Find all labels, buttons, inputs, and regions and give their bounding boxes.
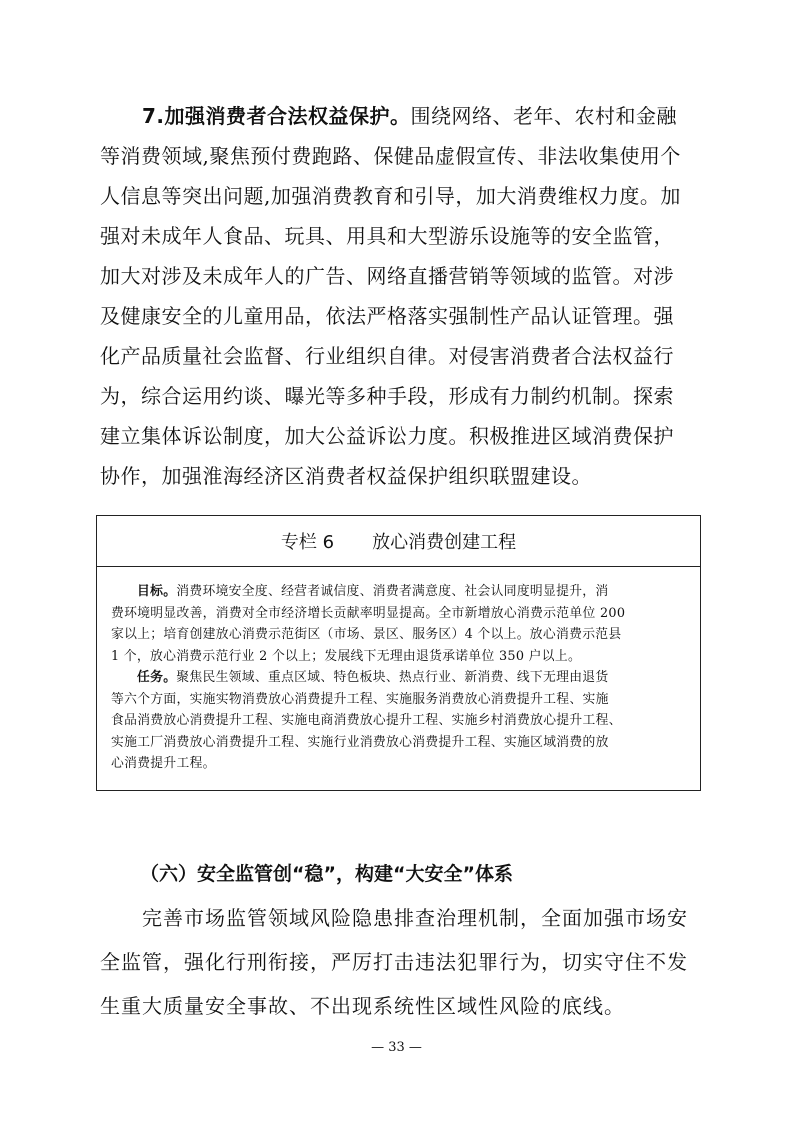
- section-6-heading: （六）安全监管创“稳”，构建“大安全”体系: [140, 863, 513, 885]
- paragraph-text: 围绕网络、老年、农村和金融: [410, 104, 678, 128]
- paragraph-line: 人信息等突出问题,加强消费教育和引导，加大消费维权力度。加: [100, 184, 681, 208]
- column-title: 放心消费创建工程: [372, 532, 517, 553]
- paragraph-line: 全监管，强化行刑衔接，严厉打击违法犯罪行为，切实守住不发: [100, 950, 688, 974]
- goal-text: 消费环境安全度、经营者诚信度、消费者满意度、社会认同度明显提升，消: [176, 584, 609, 599]
- paragraph-line: 为，综合运用约谈、曝光等多种手段，形成有力制约机制。探索: [100, 384, 674, 408]
- task-line: 食品消费放心消费提升工程、实施电商消费放心提升工程、实施乡村消费放心提升工程、: [111, 713, 622, 728]
- paragraph-line: 生重大质量安全事故、不出现系统性区域性风险的底线。: [100, 994, 625, 1018]
- section-6: [100, 852, 700, 1028]
- paragraph-line: 等消费领域,聚焦预付费跑路、保健品虚假宣传、非法收集使用个: [100, 144, 681, 168]
- task-line: [111, 667, 686, 689]
- task-line: 心消费提升工程。: [111, 756, 216, 771]
- goal-label: 目标。: [137, 584, 177, 599]
- paragraph-line: 及健康安全的儿童用品，依法严格落实强制性产品认证管理。强: [100, 304, 674, 328]
- paragraph-line: 协作，加强淮海经济区消费者权益保护组织联盟建设。: [100, 464, 592, 488]
- paragraph-line: [100, 96, 700, 136]
- paragraph-line: 完善市场监管领域风险隐患排查治理机制，全面加强市场安: [142, 906, 688, 930]
- task-label: 任务。: [137, 670, 177, 685]
- task-line: 等六个方面，实施实物消费放心消费提升工程、实施服务消费放心消费提升工程、实施: [111, 691, 609, 707]
- task-line: 实施工厂消费放心消费提升工程、实施行业消费放心消费提升工程、实施区域消费的放: [111, 734, 609, 750]
- paragraph-line: 化产品质量社会监督、行业组织自律。对侵害消费者合法权益行: [100, 344, 674, 368]
- column-number: 专栏 6: [280, 532, 335, 553]
- goal-line: 家以上；培育创建放心消费示范街区（市场、景区、服务区）4 个以上。放心消费示范县: [111, 627, 622, 642]
- goal-line: 1 个，放心消费示范行业 2 个以上；发展线下无理由退货承诺单位 350 户以上。: [111, 648, 582, 664]
- goal-line: 费环境明显改善，消费对全市经济增长贡献率明显提高。全市新增放心消费示范单位 200: [111, 605, 626, 621]
- task-text: 聚焦民生领域、重点区域、特色板块、热点行业、新消费、线下无理由退货: [176, 670, 609, 685]
- column-box-body: [97, 567, 700, 775]
- paragraph-line: 强对未成年人食品、玩具、用具和大型游乐设施等的安全监管，: [100, 224, 674, 248]
- column-box: [96, 515, 701, 791]
- page-number: — 33 —: [371, 1040, 422, 1055]
- column-box-header: [97, 516, 700, 567]
- goal-line: [111, 581, 686, 603]
- paragraph-line: 加大对涉及未成年人的广告、网络直播营销等领域的监管。对涉: [100, 264, 674, 288]
- section-7: [100, 96, 700, 496]
- paragraph-line: 建立集体诉讼制度，加大公益诉讼力度。积极推进区域消费保护: [100, 424, 674, 448]
- section-7-heading: 7.加强消费者合法权益保护。: [142, 104, 411, 128]
